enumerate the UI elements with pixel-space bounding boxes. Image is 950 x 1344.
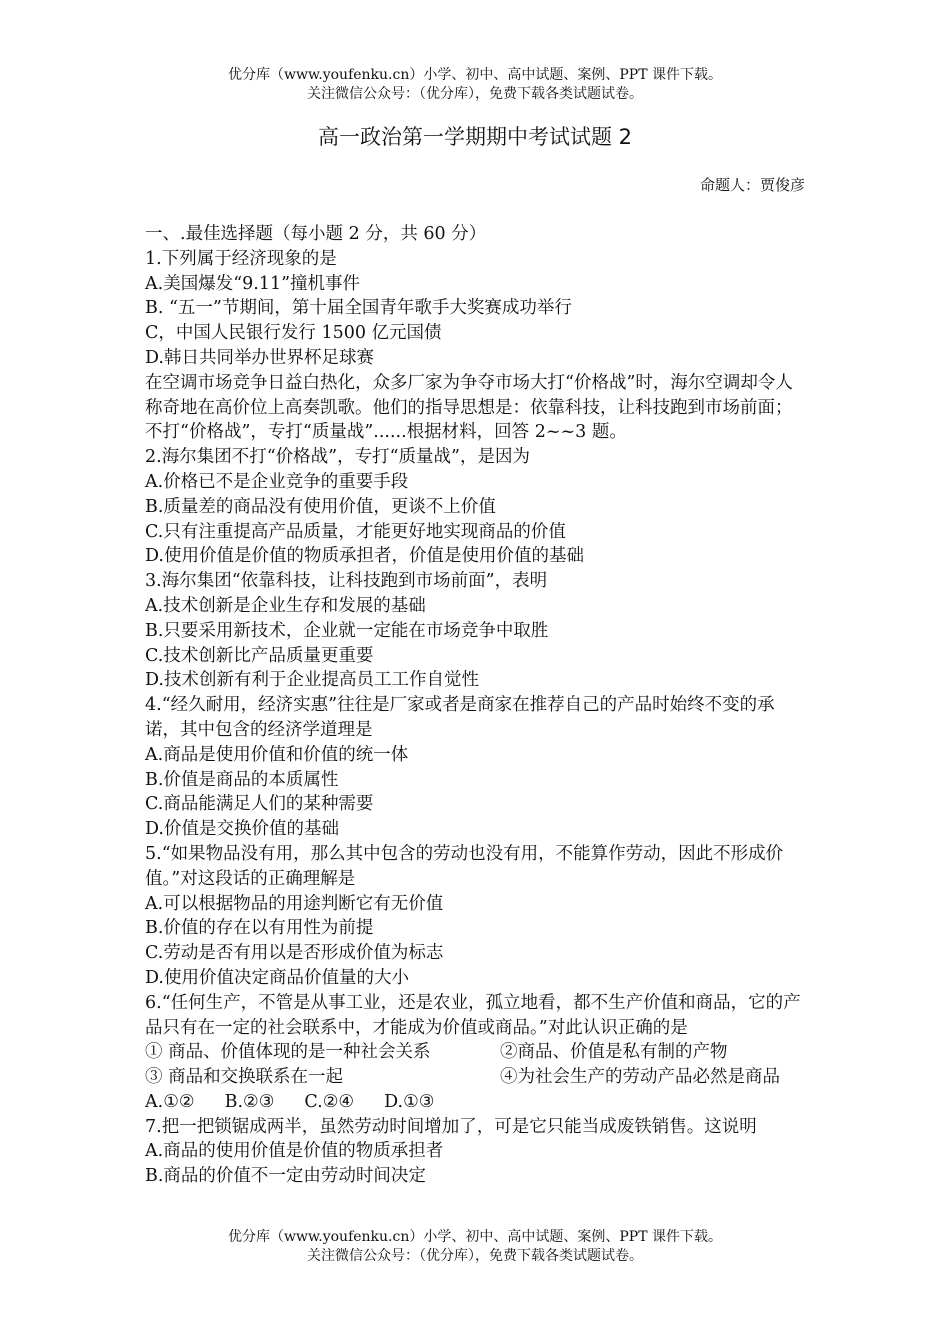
reading-passage: 在空调市场竞争日益白热化，众多厂家为争夺市场大打“价格战”时，海尔空调却令人称奇地在高价位上高奏凯歌。他们的指导思想是：依靠科技，让科技跑到市场前面；不打“价格战”，专打“质量战”......根据材料，回答 2~~3 题。: [145, 372, 793, 443]
q1-option-a: A.美国爆发“9.11”撞机事件: [145, 273, 361, 294]
q6-option-a: A.①②: [145, 1091, 195, 1112]
author-line: 命题人：贾俊彦: [699, 176, 805, 194]
q3-option-b: B.只要采用新技术，企业就一定能在市场竞争中取胜: [145, 620, 549, 641]
q3-option-c: C.技术创新比产品质量更重要: [145, 645, 374, 666]
exam-content: [145, 222, 807, 1189]
q6-stem: 6.“任何生产，不管是从事工业，还是农业，孤立地看，都不生产价值和商品，它的产品只有在一定的社会联系中，才能成为价值或商品。”对此认识正确的是: [145, 992, 801, 1038]
q1-option-c: C，中国人民银行发行 1500 亿元国债: [145, 323, 442, 344]
q6-option-b: B.②③: [224, 1091, 275, 1112]
q5-option-a: A.可以根据物品的用途判断它有无价值: [145, 893, 444, 914]
header-line-2: 关注微信公众号：（优分库），免费下载各类试题试卷。: [307, 86, 643, 102]
q6-statement-2: ②商品、价值是私有制的产物: [500, 1042, 728, 1063]
q3-stem: 3.海尔集团“依靠科技，让科技跑到市场前面”，表明: [145, 571, 548, 592]
q3-option-a: A.技术创新是企业生存和发展的基础: [145, 595, 426, 616]
q7-option-a: A.商品的使用价值是价值的物质承担者: [145, 1141, 444, 1162]
q6-option-c: C.②④: [304, 1091, 355, 1112]
q6-options-row: [145, 1090, 807, 1115]
q4-option-b: B.价值是商品的本质属性: [145, 769, 339, 790]
q1-stem: 1.下列属于经济现象的是: [145, 248, 337, 269]
footer-line-2: 关注微信公众号：（优分库），免费下载各类试题试卷。: [307, 1248, 643, 1264]
page-title: 高一政治第一学期期中考试试题 2: [317, 125, 633, 149]
page-footer: [0, 1228, 950, 1266]
q1-option-b: B. “五一”节期间，第十届全国青年歌手大奖赛成功举行: [145, 298, 572, 319]
section-heading: 一、.最佳选择题（每小题 2 分，共 60 分）: [145, 224, 487, 244]
q4-option-d: D.价值是交换价值的基础: [145, 819, 339, 840]
q5-option-d: D.使用价值决定商品价值量的大小: [145, 967, 409, 988]
q2-option-a: A.价格已不是企业竞争的重要手段: [145, 471, 409, 492]
q2-option-c: C.只有注重提高产品质量，才能更好地实现商品的价值: [145, 521, 566, 542]
q7-stem: 7.把一把锁锯成两半，虽然劳动时间增加了，可是它只能当成废铁销售。这说明: [145, 1116, 757, 1137]
q6-statement-3: ③ 商品和交换联系在一起: [145, 1067, 344, 1088]
q5-option-b: B.价值的存在以有用性为前提: [145, 918, 374, 939]
q6-statement-4: ④为社会生产的劳动产品必然是商品: [500, 1067, 780, 1088]
q6-statements-row-2: [145, 1065, 807, 1090]
q7-option-b: B.商品的价值不一定由劳动时间决定: [145, 1166, 426, 1187]
q4-stem: 4.“经久耐用，经济实惠”往往是厂家或者是商家在推荐自己的产品时始终不变的承诺，其中包含的经济学道理是: [145, 695, 775, 740]
q2-stem: 2.海尔集团不打“价格战”，专打“质量战”，是因为: [145, 447, 530, 468]
footer-line-1: 优分库（www.youfenku.cn）小学、初中、高中试题、案例、PPT 课件下载。: [227, 1229, 722, 1245]
q5-stem: 5.“如果物品没有用，那么其中包含的劳动也没有用，不能算作劳动，因此不形成价值。”对这段话的正确理解是: [145, 843, 784, 889]
q4-option-a: A.商品是使用价值和价值的统一体: [145, 744, 409, 765]
q6-option-d: D.①③: [384, 1091, 435, 1112]
q2-option-d: D.使用价值是价值的物质承担者，价值是使用价值的基础: [145, 546, 584, 567]
q5-option-c: C.劳动是否有用以是否形成价值为标志: [145, 943, 444, 964]
header-line-1: 优分库（www.youfenku.cn）小学、初中、高中试题、案例、PPT 课件下载。: [227, 67, 722, 83]
page-header: [0, 66, 950, 104]
q2-option-b: B.质量差的商品没有使用价值，更谈不上价值: [145, 496, 496, 517]
q6-statement-1: ① 商品、价值体现的是一种社会关系: [145, 1042, 431, 1063]
q1-option-d: D.韩日共同举办世界杯足球赛: [145, 347, 374, 368]
q3-option-d: D.技术创新有利于企业提高员工工作自觉性: [145, 670, 479, 691]
q4-option-c: C.商品能满足人们的某种需要: [145, 794, 374, 815]
q6-statements-row-1: [145, 1040, 807, 1065]
